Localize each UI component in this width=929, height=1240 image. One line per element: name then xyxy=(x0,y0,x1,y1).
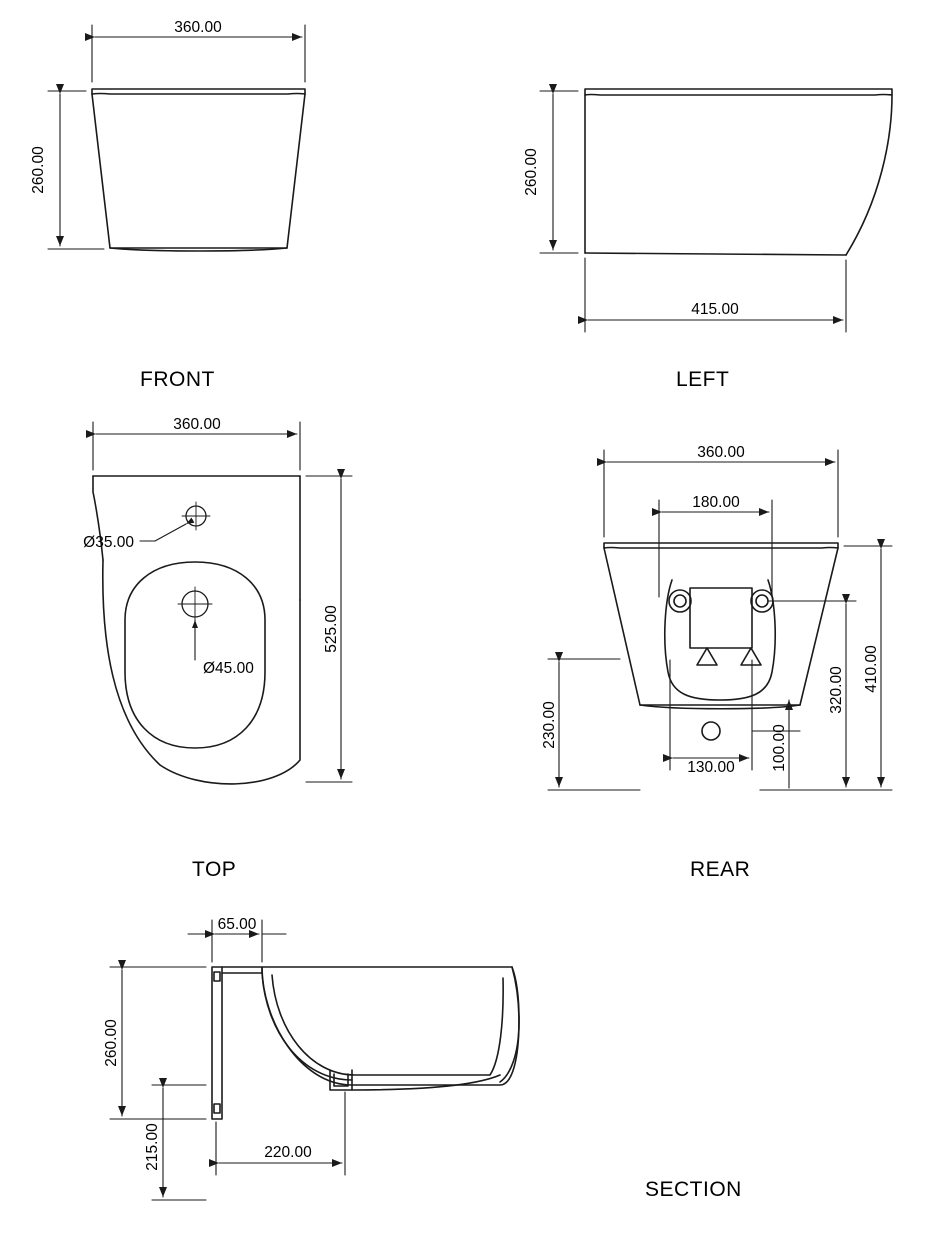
top-width-text: 360.00 xyxy=(173,416,221,433)
view-label-rear: REAR xyxy=(690,858,751,881)
top-large-hole-text: Ø45.00 xyxy=(203,660,254,677)
rear-bracket-spacing-dimension xyxy=(670,660,752,770)
section-height-text: 260.00 xyxy=(103,1019,120,1067)
left-view-outline xyxy=(585,89,892,255)
front-view-outline xyxy=(92,89,305,251)
left-depth-dimension xyxy=(585,258,846,332)
left-height-dimension xyxy=(540,91,578,253)
left-depth-text: 415.00 xyxy=(691,301,739,318)
top-length-text: 525.00 xyxy=(323,605,340,653)
rear-mid-height-text: 320.00 xyxy=(828,666,845,714)
section-top-offset-text: 65.00 xyxy=(217,916,257,933)
section-inner-width-text: 220.00 xyxy=(264,1144,312,1161)
section-lower-height-text: 215.00 xyxy=(144,1123,161,1171)
top-small-hole-leader xyxy=(140,524,186,541)
section-height-dimension xyxy=(110,967,206,1119)
view-label-left: LEFT xyxy=(676,368,730,391)
top-small-hole xyxy=(182,502,210,530)
rear-width-text: 360.00 xyxy=(697,444,745,461)
top-small-hole-text: Ø35.00 xyxy=(83,534,134,551)
rear-view-outline xyxy=(604,543,838,740)
section-view-outline xyxy=(212,967,519,1119)
rear-bracket-spacing-text: 130.00 xyxy=(687,759,735,776)
rear-inner-width-text: 180.00 xyxy=(692,494,740,511)
top-view-outline xyxy=(93,476,300,784)
rear-total-height-text: 410.00 xyxy=(863,645,880,693)
view-label-front: FRONT xyxy=(140,368,215,391)
top-large-hole xyxy=(178,587,212,621)
rear-offset-text: 100.00 xyxy=(771,724,788,772)
rear-low-height-dimension xyxy=(548,659,640,790)
front-height-text: 260.00 xyxy=(30,146,47,194)
rear-low-height-text: 230.00 xyxy=(541,701,558,749)
front-height-dimension xyxy=(48,91,104,249)
view-label-top: TOP xyxy=(192,858,237,881)
section-inner-width-dimension xyxy=(216,1092,345,1175)
left-height-text: 260.00 xyxy=(523,148,540,196)
front-width-text: 360.00 xyxy=(174,19,222,36)
view-label-section: SECTION xyxy=(645,1178,742,1201)
